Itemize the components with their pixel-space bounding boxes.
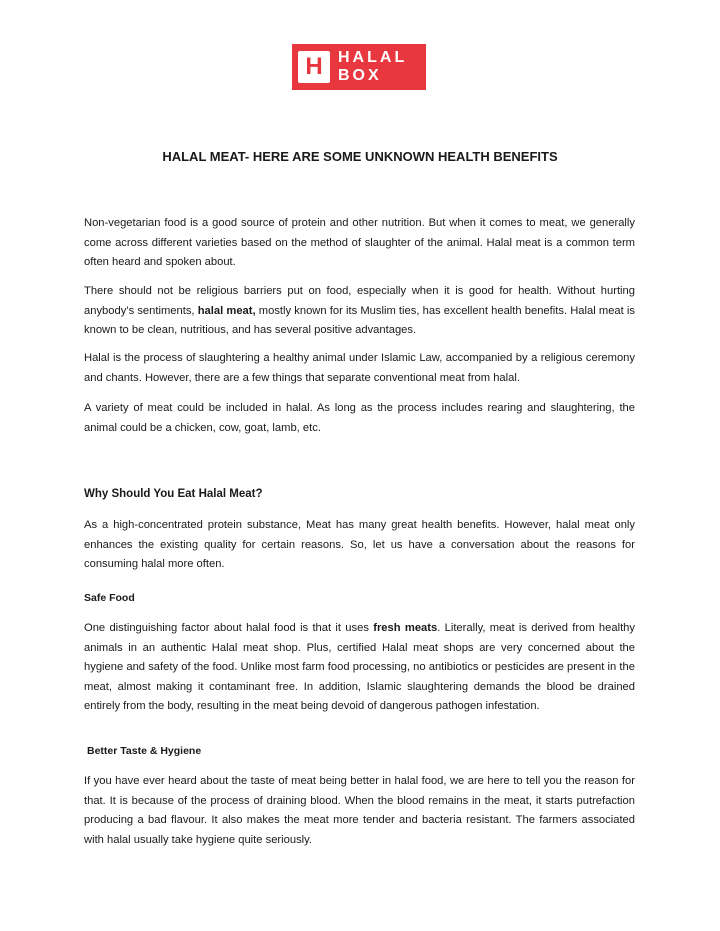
safe-food-text-end: . Literally, meat is derived from healthy animals in an authentic Halal meat shop. Plus, certified Halal meat shops are very concerned about the hygiene and safety of the food. Unlike most farm food processing, no antibiotics or pesticides are present in the meat, almost making it contaminant free. In addition, Islamic slaughtering demands the blood be drained entirely from the body, resulting in the meat being devoid of dangerous pathogen infestation. — [84, 622, 635, 712]
logo-wordmark — [338, 49, 422, 85]
intro-p2-text-end: mostly known for its Muslim ties, has excellent health benefits. Halal meat is known to be clean, nutritious, and has several positive advantages. — [84, 304, 635, 336]
logo-mark-letter: H — [305, 53, 323, 80]
safe-food-paragraph — [84, 619, 635, 717]
h-mark-icon — [298, 51, 330, 83]
why-eat-halal-heading: Why Should You Eat Halal Meat? — [84, 488, 263, 500]
logo-line-1: HALAL — [338, 49, 408, 66]
why-paragraph: As a high-concentrated protein substance, Meat has many great health benefits. However, halal meat only enhances the existing quality for certain reasons. So, let us have a conversation about the reasons for consuming halal more often. — [84, 519, 635, 570]
intro-p2-text-start: There should not be religious barriers put on food, especially when it is good for health. Without hurting anybody’s sentiments, — [84, 285, 635, 317]
logo-line-2: BOX — [338, 67, 382, 84]
intro-paragraph-2 — [84, 282, 635, 341]
intro-paragraph-1: Non-vegetarian food is a good source of protein and other nutrition. But when it comes to meat, we generally come across different varieties based on the method of slaughter of the animal. Halal meat is a common term often heard and spoken about. — [84, 217, 635, 268]
document-title: HALAL MEAT- HERE ARE SOME UNKNOWN HEALTH BENEFITS — [162, 149, 558, 164]
safe-food-heading: Safe Food — [84, 592, 135, 604]
taste-paragraph: If you have ever heard about the taste of meat being better in halal food, we are here to tell you the reason for that. It is because of the process of draining blood. When the blood remains in the meat, it starts putrefaction producing a bad flavour. It also makes the meat more tender and bacteria resistant. The farmers associated with halal usually take hygiene quite seriously. — [84, 775, 635, 846]
safe-food-text-start: One distinguishing factor about halal food is that it uses — [84, 622, 374, 634]
intro-paragraph-3: Halal is the process of slaughtering a healthy animal under Islamic Law, accompanied by a religious ceremony and chants. However, there are a few things that separate conventional meat from halal. — [84, 352, 635, 384]
halal-box-logo — [292, 44, 426, 90]
fresh-meats-keyword: fresh meats — [373, 622, 438, 634]
intro-paragraph-4: A variety of meat could be included in halal. As long as the process includes rearing and slaughtering, the animal could be a chicken, cow, goat, lamb, etc. — [84, 402, 635, 434]
halal-meat-keyword: halal meat, — [197, 304, 256, 317]
better-taste-heading: Better Taste & Hygiene — [87, 745, 202, 757]
